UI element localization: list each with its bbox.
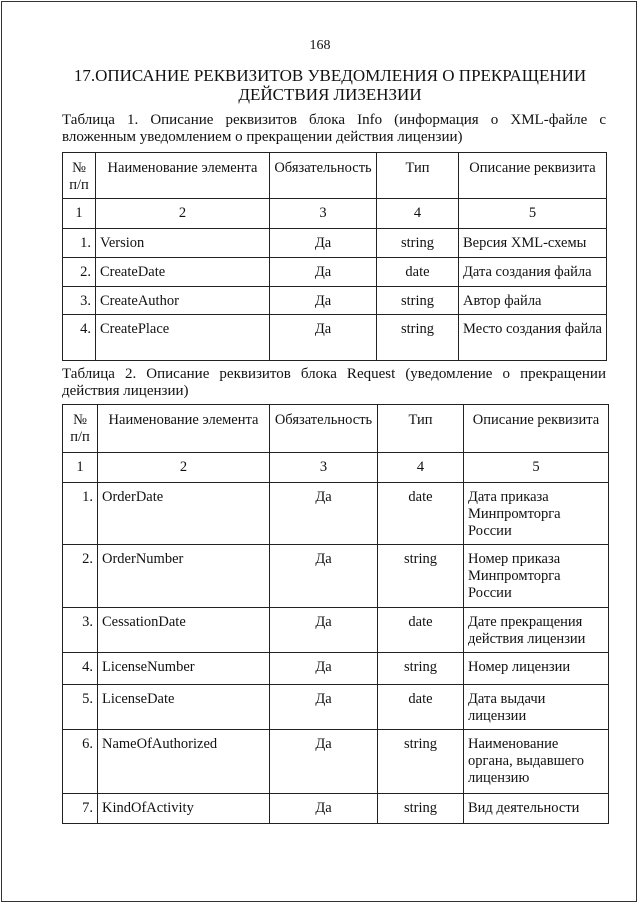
table1-number-cell: 4 bbox=[377, 199, 459, 229]
element-name: CreateDate bbox=[96, 258, 270, 287]
table1-header-cell: Описание реквизита bbox=[459, 153, 607, 199]
table2-header-cell: Наименование элемента bbox=[98, 405, 270, 453]
table1-header-cell: Тип bbox=[377, 153, 459, 199]
row-number: 1. bbox=[63, 483, 98, 545]
section-title bbox=[60, 66, 600, 104]
table-row bbox=[63, 730, 609, 794]
table-row bbox=[63, 794, 609, 824]
type-value: date bbox=[378, 483, 464, 545]
row-number: 2. bbox=[63, 545, 98, 608]
row-number: 4. bbox=[63, 653, 98, 685]
page-number: 168 bbox=[309, 38, 331, 53]
element-name: CreatePlace bbox=[96, 315, 270, 361]
description: Вид деятельности bbox=[464, 794, 609, 824]
section-title-line-1: 17.ОПИСАНИЕ РЕКВИЗИТОВ УВЕДОМЛЕНИЯ О ПРЕКРАЩЕНИИ bbox=[73, 66, 587, 85]
table2-caption: Таблица 2. Описание реквизитов блока Request (уведомление о прекращении действия лицензии) bbox=[62, 366, 606, 399]
table1-header-cell: Обязательность bbox=[270, 153, 377, 199]
section-title-line-2: ДЕЙСТВИЯ ЛИЗЕНЗИИ bbox=[238, 85, 422, 104]
table-row bbox=[63, 287, 607, 315]
row-number: 3. bbox=[63, 287, 96, 315]
row-number: 3. bbox=[63, 608, 98, 653]
table2-header-cell: Обязательность bbox=[270, 405, 378, 453]
table2-number-cell: 4 bbox=[378, 453, 464, 483]
required-value: Да bbox=[270, 545, 378, 608]
element-name: CessationDate bbox=[98, 608, 270, 653]
type-value: date bbox=[377, 258, 459, 287]
table1-number-cell: 2 bbox=[96, 199, 270, 229]
table1-number-cell: 1 bbox=[63, 199, 96, 229]
table2-number-cell: 5 bbox=[464, 453, 609, 483]
table-row bbox=[63, 608, 609, 653]
table2-header-cell: Описание реквизита bbox=[464, 405, 609, 453]
description: Дате прекращения действия лицензии bbox=[464, 608, 609, 653]
required-value: Да bbox=[270, 315, 377, 361]
table2-header-cell: Тип bbox=[378, 405, 464, 453]
element-name: OrderDate bbox=[98, 483, 270, 545]
type-value: string bbox=[378, 545, 464, 608]
required-value: Да bbox=[270, 258, 377, 287]
table-row bbox=[63, 545, 609, 608]
type-value: date bbox=[378, 608, 464, 653]
table2-header-cell: № п/п bbox=[63, 405, 98, 453]
table-row bbox=[63, 685, 609, 730]
description: Дата создания файла bbox=[459, 258, 607, 287]
type-value: string bbox=[377, 315, 459, 361]
table1-caption: Таблица 1. Описание реквизитов блока Info (информация о XML-файле с вложенным уведомлением о прекращении действия лицензии) bbox=[62, 112, 606, 145]
required-value: Да bbox=[270, 685, 378, 730]
table1-header-row bbox=[63, 153, 607, 199]
required-value: Да bbox=[270, 287, 377, 315]
required-value: Да bbox=[270, 730, 378, 794]
table-row bbox=[63, 229, 607, 258]
table1 bbox=[62, 152, 607, 361]
description: Дата приказа Минпромторга России bbox=[464, 483, 609, 545]
required-value: Да bbox=[270, 794, 378, 824]
description: Номер лицензии bbox=[464, 653, 609, 685]
description: Номер приказа Минпромторга России bbox=[464, 545, 609, 608]
row-number: 4. bbox=[63, 315, 96, 361]
type-value: string bbox=[378, 730, 464, 794]
table2-header-row bbox=[63, 405, 609, 453]
element-name: CreateAuthor bbox=[96, 287, 270, 315]
description: Версия XML-схемы bbox=[459, 229, 607, 258]
table2-number-cell: 1 bbox=[63, 453, 98, 483]
required-value: Да bbox=[270, 653, 378, 685]
table-row bbox=[63, 483, 609, 545]
type-value: string bbox=[377, 229, 459, 258]
type-value: date bbox=[378, 685, 464, 730]
table1-number-cell: 5 bbox=[459, 199, 607, 229]
description: Автор файла bbox=[459, 287, 607, 315]
table-row bbox=[63, 258, 607, 287]
type-value: string bbox=[378, 794, 464, 824]
element-name: LicenseNumber bbox=[98, 653, 270, 685]
table2-number-row bbox=[63, 453, 609, 483]
row-number: 6. bbox=[63, 730, 98, 794]
table-row bbox=[63, 653, 609, 685]
table-row bbox=[63, 315, 607, 361]
element-name: Version bbox=[96, 229, 270, 258]
table1-header-cell: Наименование элемента bbox=[96, 153, 270, 199]
table2-number-cell: 3 bbox=[270, 453, 378, 483]
table2 bbox=[62, 404, 609, 824]
description: Наименование органа, выдавшего лицензию bbox=[464, 730, 609, 794]
table1-header-cell: № п/п bbox=[63, 153, 96, 199]
type-value: string bbox=[378, 653, 464, 685]
type-value: string bbox=[377, 287, 459, 315]
element-name: LicenseDate bbox=[98, 685, 270, 730]
row-number: 7. bbox=[63, 794, 98, 824]
row-number: 1. bbox=[63, 229, 96, 258]
table2-number-cell: 2 bbox=[98, 453, 270, 483]
description: Место создания файла bbox=[459, 315, 607, 361]
required-value: Да bbox=[270, 229, 377, 258]
table1-number-cell: 3 bbox=[270, 199, 377, 229]
table1-number-row bbox=[63, 199, 607, 229]
description: Дата выдачи лицензии bbox=[464, 685, 609, 730]
required-value: Да bbox=[270, 608, 378, 653]
element-name: OrderNumber bbox=[98, 545, 270, 608]
required-value: Да bbox=[270, 483, 378, 545]
element-name: KindOfActivity bbox=[98, 794, 270, 824]
row-number: 2. bbox=[63, 258, 96, 287]
element-name: NameOfAuthorized bbox=[98, 730, 270, 794]
row-number: 5. bbox=[63, 685, 98, 730]
